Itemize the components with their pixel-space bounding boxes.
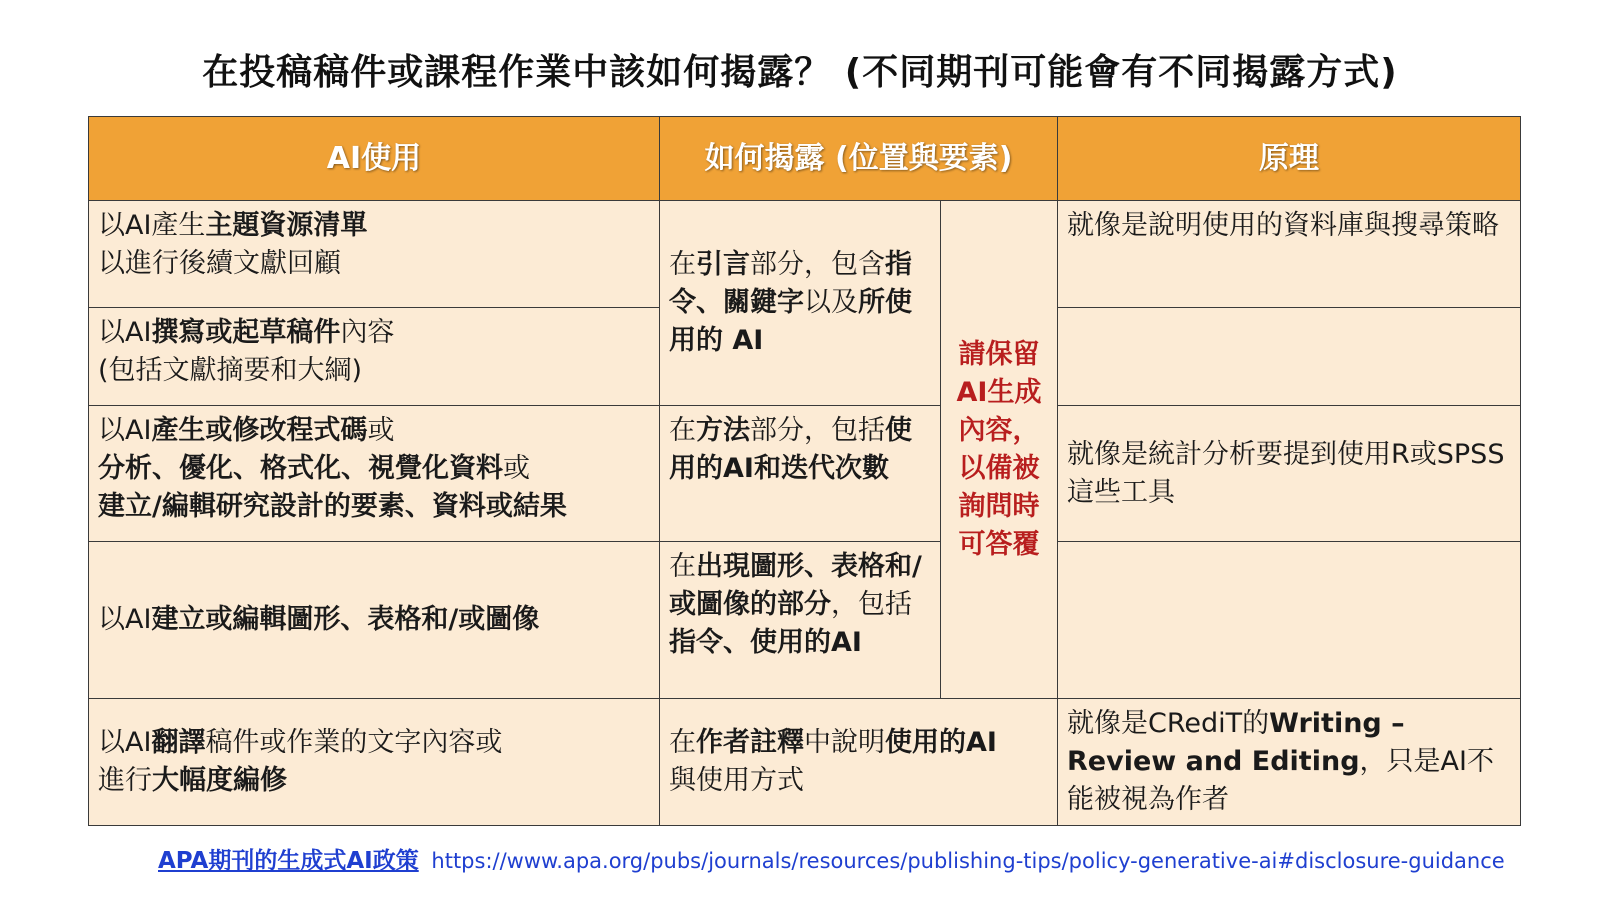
row4-how: 在出現圖形、表格和/或圖像的部分，包括指令、使用的AI	[660, 542, 941, 699]
disclosure-table	[88, 116, 1521, 826]
header-ai-use: AI使用	[89, 117, 660, 201]
apa-policy-url[interactable]: https://www.apa.org/pubs/journals/resources/publishing-tips/policy-generative-ai#disclosure-guidance	[431, 849, 1505, 873]
row1-rationale: 就像是說明使用的資料庫與搜尋策略	[1058, 201, 1521, 308]
row2-rationale	[1058, 308, 1521, 406]
header-rationale: 原理	[1058, 117, 1521, 201]
row3-how: 在方法部分，包括使用的AI和迭代次數	[660, 406, 941, 542]
row4-ai-use: 以AI建立或編輯圖形、表格和/或圖像	[89, 542, 660, 699]
apa-policy-link[interactable]: APA期刊的生成式AI政策	[158, 848, 419, 874]
row5-how: 在作者註釋中說明使用的AI 與使用方式	[660, 699, 1058, 826]
row2-ai-use: 以AI撰寫或起草稿件內容 (包括文獻摘要和大綱)	[89, 308, 660, 406]
row5-ai-use: 以AI翻譯稿件或作業的文字內容或 進行大幅度編修	[89, 699, 660, 826]
row5-rationale: 就像是CRediT的Writing – Review and Editing，只是AI不能被視為作者	[1058, 699, 1521, 826]
row4-rationale	[1058, 542, 1521, 699]
reserve-ai-content-note: 請保留AI生成內容，以備被詢問時可答覆	[941, 201, 1058, 699]
row1-ai-use: 以AI產生主題資源清單 以進行後續文獻回顧	[89, 201, 660, 308]
header-how: 如何揭露 (位置與要素)	[660, 117, 1058, 201]
page-title: 在投稿稿件或課程作業中該如何揭露？ (不同期刊可能會有不同揭露方式)	[202, 52, 1398, 93]
row3-rationale: 就像是統計分析要提到使用R或SPSS這些工具	[1058, 406, 1521, 542]
row3-ai-use: 以AI產生或修改程式碼或 分析、優化、格式化、視覺化資料或 建立/編輯研究設計的要素、資料或結果	[89, 406, 660, 542]
row1-2-how: 在引言部分，包含指令、關鍵字以及所使用的 AI	[660, 201, 941, 406]
source-footer	[158, 842, 1505, 875]
